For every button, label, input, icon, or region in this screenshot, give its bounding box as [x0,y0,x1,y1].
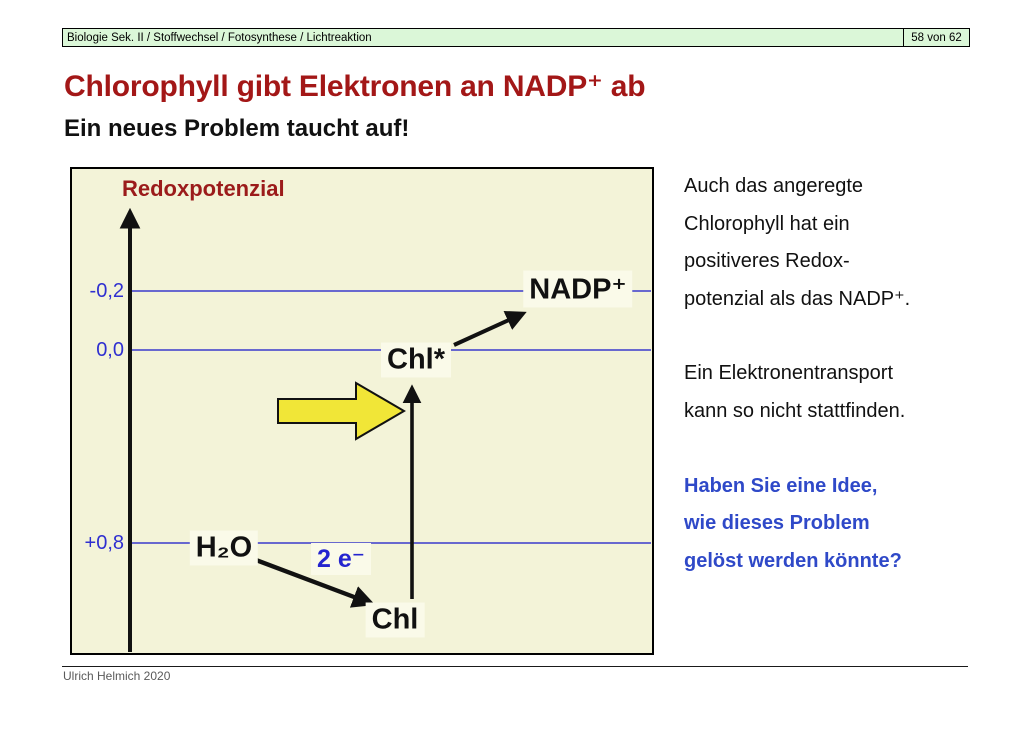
header-bar [62,28,970,47]
page-indicator: 58 von 62 [903,29,969,46]
text-line: wie dieses Problem [684,512,870,535]
diagram-arrows-layer [72,169,652,653]
text-line: Ein Elektronentransport [684,362,894,385]
page-subtitle: Ein neues Problem taucht auf! [64,115,410,142]
paragraph-redox-explanation [684,168,984,318]
footer-credit: Ulrich Helmich 2020 [63,669,171,683]
text-line: Auch das angeregte [684,175,864,197]
highlight-arrow [278,383,404,439]
tick-plus-0-8: +0,8 [84,532,124,554]
node-chl-excited: Chl* [381,343,451,378]
side-text-column [684,168,984,617]
paragraph-transport-impossible [684,355,984,430]
node-nadp: NADP⁺ [523,271,632,308]
tick-0-0: 0,0 [96,339,124,361]
text-line: potenzial als das NADP⁺. [684,287,911,310]
node-chl: Chl [366,603,425,638]
redox-diagram [70,167,654,655]
transfer-arrow-chlstar-nadp [454,314,522,345]
question-prompt [684,468,984,581]
text-line: Chlorophyll hat ein [684,212,850,235]
tick-minus-0-2: -0,2 [89,280,124,302]
footer-rule [62,666,968,667]
node-h2o: H₂O [190,531,258,566]
page-title: Chlorophyll gibt Elektronen an NADP⁺ ab [64,70,646,103]
text-line: gelöst werden könnte? [684,549,902,572]
text-line: positiveres Redox- [684,250,850,273]
text-line: kann so nicht stattfinden. [684,399,906,422]
breadcrumb: Biologie Sek. II / Stoffwechsel / Fotosynthese / Lichtreaktion [67,31,372,44]
label-two-electrons: 2 e⁻ [311,543,371,575]
text-line: Haben Sie eine Idee, [684,474,878,497]
axis-title: Redoxpotenzial [122,176,285,201]
